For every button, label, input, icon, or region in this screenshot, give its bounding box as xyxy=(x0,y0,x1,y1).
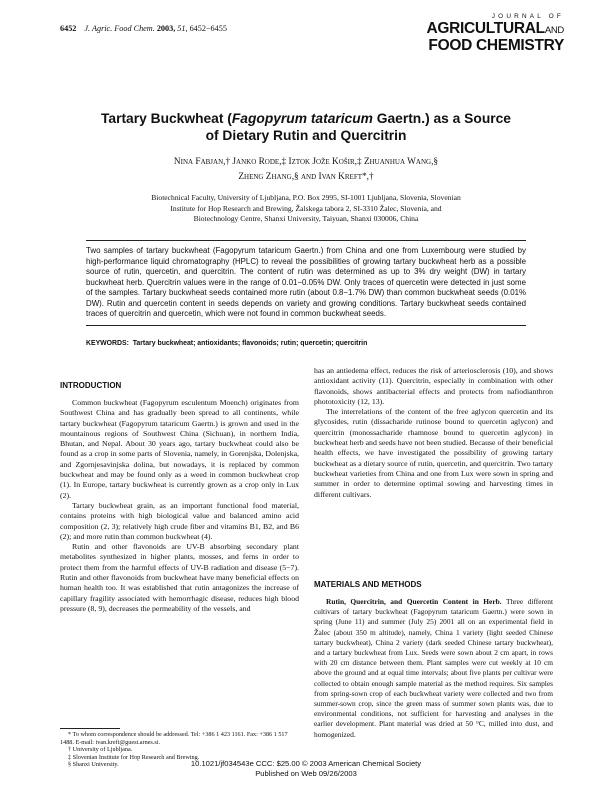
left-column xyxy=(60,381,299,614)
affiliation-line: Biotechnical Faculty, University of Ljubljana, P.O. Box 2995, SI-1001 Ljubljana, Slovenia, Slovenian xyxy=(151,193,461,202)
intro-paragraph: Rutin and other flavonoids are UV-B absorbing secondary plant metabolites synthesized in higher plants, mosses, and ferns in order to protect them from the harmful effects of UV-B radiation and disease (5−7). Rutin and other flavonoids from buckwheat have many beneficial effects on human health too. It was established that rutin antagonizes the increase of capillary fragility associated with hemorrhagic disease, reduces high blood pressure (8, 9), decreases the permeability of the vessels, and xyxy=(60,542,299,613)
introduction-heading: INTRODUCTION xyxy=(60,381,122,390)
author-list xyxy=(60,155,552,185)
keywords-text: Tartary buckwheat; antioxidants; flavonoids; rutin; quercetin; quercitrin xyxy=(132,340,368,347)
running-header xyxy=(60,24,227,33)
title-species: Fagopyrum tataricum xyxy=(231,111,373,126)
affiliation-line: Institute for Hop Research and Brewing, Žalskega tabora 2, SI-3310 Žalec, Slovenia, and xyxy=(170,203,442,213)
methods-heading: MATERIALS AND METHODS xyxy=(314,580,422,589)
abstract-box xyxy=(86,240,526,326)
right-column-intro xyxy=(314,366,553,500)
intro-paragraph: The interrelations of the content of the free aglycon quercetin and its glycosides, rutin (dissacharide rutinose bound to quercetin aglycon) and quercitrin (monossacharide rhamnose bound to quercetin aglycon) in buckwheat herb and seeds have not been studied. Because of their beneficial health effects, we have investigated the possibility of growing tartary buckwheat as a dietary source of rutin, quercetin, and quercitrin. Two tartary buckwheat varieties from China and one from Lux were sown in spring and summer in order to determine optimal sowing and harvesting times in different cultivars. xyxy=(314,407,553,499)
affiliations xyxy=(90,193,522,225)
paper-title: Tartary Buckwheat (Fagopyrum tataricum Gaertn.) as a Source of Dietary Rutin and Quercitrin xyxy=(101,111,511,143)
footnote-rule xyxy=(60,728,120,729)
footnote: § Shanxi University. xyxy=(68,761,119,769)
footnote: ‡ Slovenian Institute for Hop Research and Brewing. xyxy=(68,753,200,761)
authors-line1: Nina Fabjan,† Janko Rode,‡ Iztok Jože Košir,‡ Zhuanhua Wang,§ xyxy=(173,157,439,167)
journal-logo-line3: FOOD CHEMISTRY xyxy=(428,36,564,54)
page-number: 6452 xyxy=(60,24,77,33)
journal-logo-line2: AGRICULTURALAND xyxy=(426,20,564,38)
keywords-label: KEYWORDS: xyxy=(86,340,129,347)
published-line: Published on Web 09/26/2003 xyxy=(255,769,357,778)
journal-abbrev: J. Agric. Food Chem. xyxy=(84,24,155,33)
doi-line: 10.1021/jf034543e CCC: $25.00 © 2003 American Chemical Society xyxy=(190,759,422,768)
methods-section xyxy=(314,580,553,740)
methods-subheading: Rutin, Quercitrin, and Quercetin Content in Herb. xyxy=(326,597,502,606)
volume: 51, xyxy=(177,24,188,33)
footnote: * To whom correspondence should be addressed. Tel: +386 1 423 1161. Fax: +386 1 517 1488. E-mail: ivan.kreft@guest.arnes.si. xyxy=(60,731,288,746)
pages: 6452−6455 xyxy=(189,24,227,33)
affiliation-line: Biotechnology Centre, Shanxi University, Taiyuan, Shanxi 030006, China xyxy=(193,214,419,224)
journal-logo-and: AND xyxy=(544,25,564,37)
journal-logo-line1: JOURNAL OF xyxy=(491,13,564,20)
abstract-text: Two samples of tartary buckwheat (Fagopyrum tataricum Gaertn.) from China and one from Luxembourg were studied by high-performance liquid chromatography (HPLC) to reveal the possibilities of growing tartary buckwheat herb as a possible source of rutin, quercetin, and quercitrin. The content of rutin was determined as up to 3% dry weight (DW) in tartary buckwheat herb. Quercitrin values were in the range of 0.01−0.05% DW. Only traces of quercetin were detected in just some of the samples. Tartary buckwheat seeds contained more rutin (about 0.8−1.7% DW) than common buckwheat seeds (0.01% DW). Rutin and quercetin content in seeds depends on variety and growing conditions. Tartary buckwheat seeds contained traces of quercitrin and quercetin, which were not found in common buckwheat seeds. xyxy=(86,246,526,318)
authors-line2: Zheng Zhang,§ and Ivan Kreft*,† xyxy=(238,172,374,182)
intro-paragraph: has an antiedema effect, reduces the risk of arteriosclerosis (10), and shows antioxidant activity (11). Quercitrin, especially in combination with other flavonoids, shows antibacterial effects and protects from nafiodianthron phototoxicity (12, 13). xyxy=(314,366,553,406)
journal-logo xyxy=(384,14,564,53)
page-footer xyxy=(120,759,492,779)
intro-paragraph: Tartary buckwheat grain, as an important functional food material, contains proteins with high biological value and balanced amino acid composition (2, 3); relatively high crude fiber and vitamins B1, B2, and B6 (2); and more rutin than common buckwheat (4). xyxy=(60,500,299,541)
footnote: † University of Ljubljana. xyxy=(68,746,133,754)
methods-paragraph: Rutin, Quercitrin, and Quercetin Content in Herb. Three different cultivars of tartary buckwheat (Fagopyrum tataricum Gaertn.) were sown in spring (June 11) and summer (July 25) 2001 all on an experimental field in Žalec (about 350 m altitude), namely, China 1 variety (light seeded Chinese tartary buckwheat), China 2 variety (dark seeded Chinese tartary buckwheat), and a tartary buckwheat from Lux. Seeds were sown about 2 cm apart, in rows with 20 cm distance between them. Plant samples were cut weekly at 10 cm above the ground and at equal time intervals; about five plants per cultivar were collected to obtain enough sample material as the method requires. Six samples from spring-sown crop of each buckwheat variety were collected and two from summer-sown crop, since the green mass of summer sown plants was, due to environmental conditions, not sufficient for harvesting and analyses in the earlier development. Plant material was dried at 50 °C, milled into dust, and homogenized. xyxy=(314,597,554,739)
keywords xyxy=(86,340,526,347)
year: 2003, xyxy=(156,24,176,33)
intro-paragraph: Common buckwheat (Fagopyrum esculentum Moench) originates from Southwest China and has gradually been spread to all continents, while tartary buckwheat (Fagopyrum tataricum Gaertn.) is grown and used in the mountainous regions of Southwest China (Sichuan), in northern India, Bhutan, and Nepal. About 30 years ago, tartary buckwheat could also be found as a crop in some parts of Slovenia, namely, in Gorenjska, Dolenjska, and Zgornjesavinjska dolina, but nowadays, it is replaced by common buckwheat and may be found only as a weed in common buckwheat crop (1). In Europe, tartary buckwheat is currently grown as a crop only in Lux (2). xyxy=(60,398,299,500)
